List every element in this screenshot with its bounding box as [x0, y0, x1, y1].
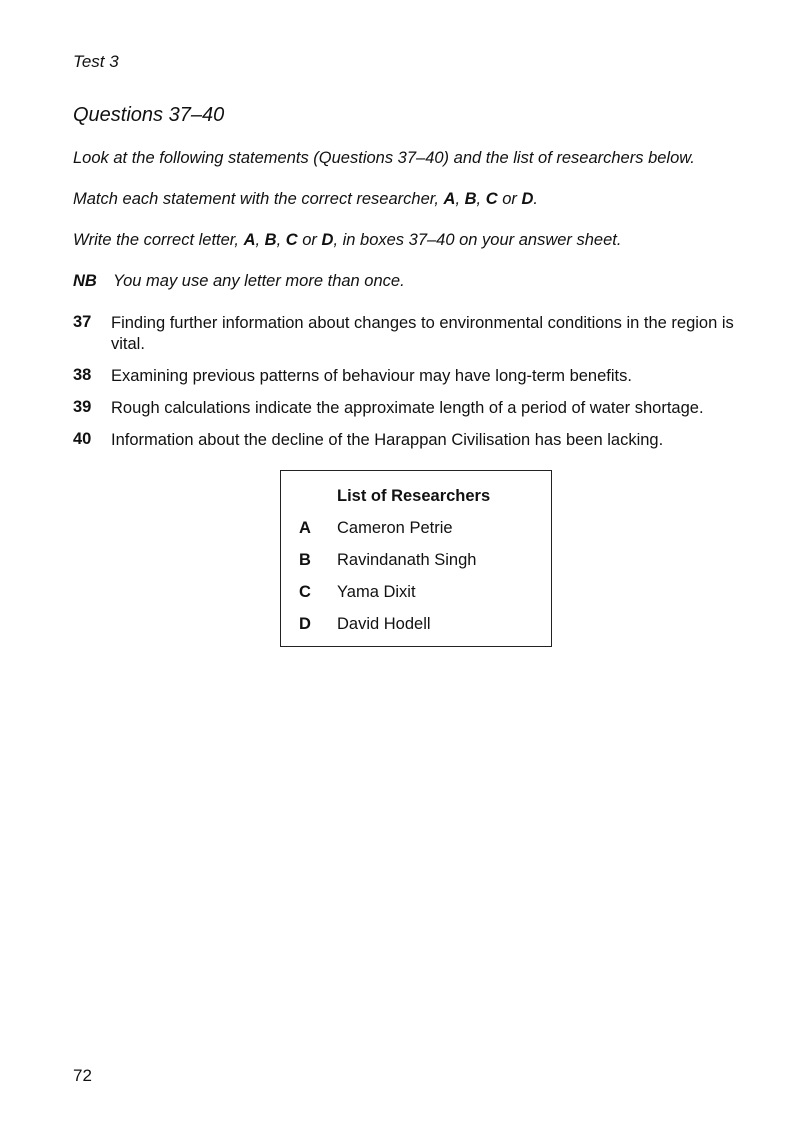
question-text: Examining previous patterns of behaviour may have long-term benefits. — [111, 367, 632, 385]
instruction-line-2 — [73, 190, 538, 209]
researchers-title: List of Researchers — [337, 487, 491, 505]
instruction-line-1: Look at the following statements (Questions 37–40) and the list of researchers below. — [73, 149, 695, 167]
separator: , — [255, 231, 265, 249]
question-number: 40 — [73, 430, 92, 448]
researcher-row — [299, 615, 539, 634]
instruction-text: . — [533, 190, 538, 208]
question-text: Rough calculations indicate the approximate length of a period of water shortage. — [111, 399, 704, 417]
nb-label: NB — [73, 272, 97, 290]
option-letter: C — [485, 190, 498, 208]
separator: or — [497, 190, 522, 208]
researchers-box — [280, 470, 552, 647]
researcher-letter: A — [299, 519, 311, 537]
separator: or — [297, 231, 322, 249]
option-letter: B — [264, 231, 277, 249]
instruction-text: Match each statement with the correct researcher, — [73, 190, 444, 208]
page-number: 72 — [73, 1066, 92, 1085]
instruction-text: , in boxes 37–40 on your answer sheet. — [333, 231, 622, 249]
section-title: Questions 37–40 — [73, 104, 225, 126]
option-letter: C — [285, 231, 298, 249]
researcher-name: Ravindanath Singh — [337, 551, 477, 569]
question-number: 39 — [73, 398, 92, 416]
researcher-row — [299, 583, 539, 602]
test-label: Test 3 — [73, 52, 119, 71]
question-text: Information about the decline of the Harappan Civilisation has been lacking. — [111, 431, 664, 449]
option-letter: A — [443, 190, 456, 208]
researcher-row — [299, 519, 539, 538]
question-text: Finding further information about changes to environmental conditions in the region is vital. — [111, 314, 734, 353]
researcher-letter: D — [299, 615, 311, 633]
researcher-name: David Hodell — [337, 615, 431, 633]
option-letter: B — [464, 190, 477, 208]
nb-text: You may use any letter more than once. — [113, 272, 405, 290]
question-number: 38 — [73, 366, 92, 384]
separator: , — [476, 190, 486, 208]
researcher-name: Yama Dixit — [337, 583, 416, 601]
researcher-row — [299, 551, 539, 570]
researcher-letter: C — [299, 583, 311, 601]
option-letter: D — [321, 231, 334, 249]
researcher-letter: B — [299, 551, 311, 569]
instruction-line-3 — [73, 231, 621, 250]
option-letter: A — [243, 231, 256, 249]
separator: , — [455, 190, 465, 208]
researcher-name: Cameron Petrie — [337, 519, 453, 537]
separator: , — [276, 231, 286, 249]
question-number: 37 — [73, 313, 92, 331]
instruction-text: Write the correct letter, — [73, 231, 244, 249]
option-letter: D — [521, 190, 534, 208]
